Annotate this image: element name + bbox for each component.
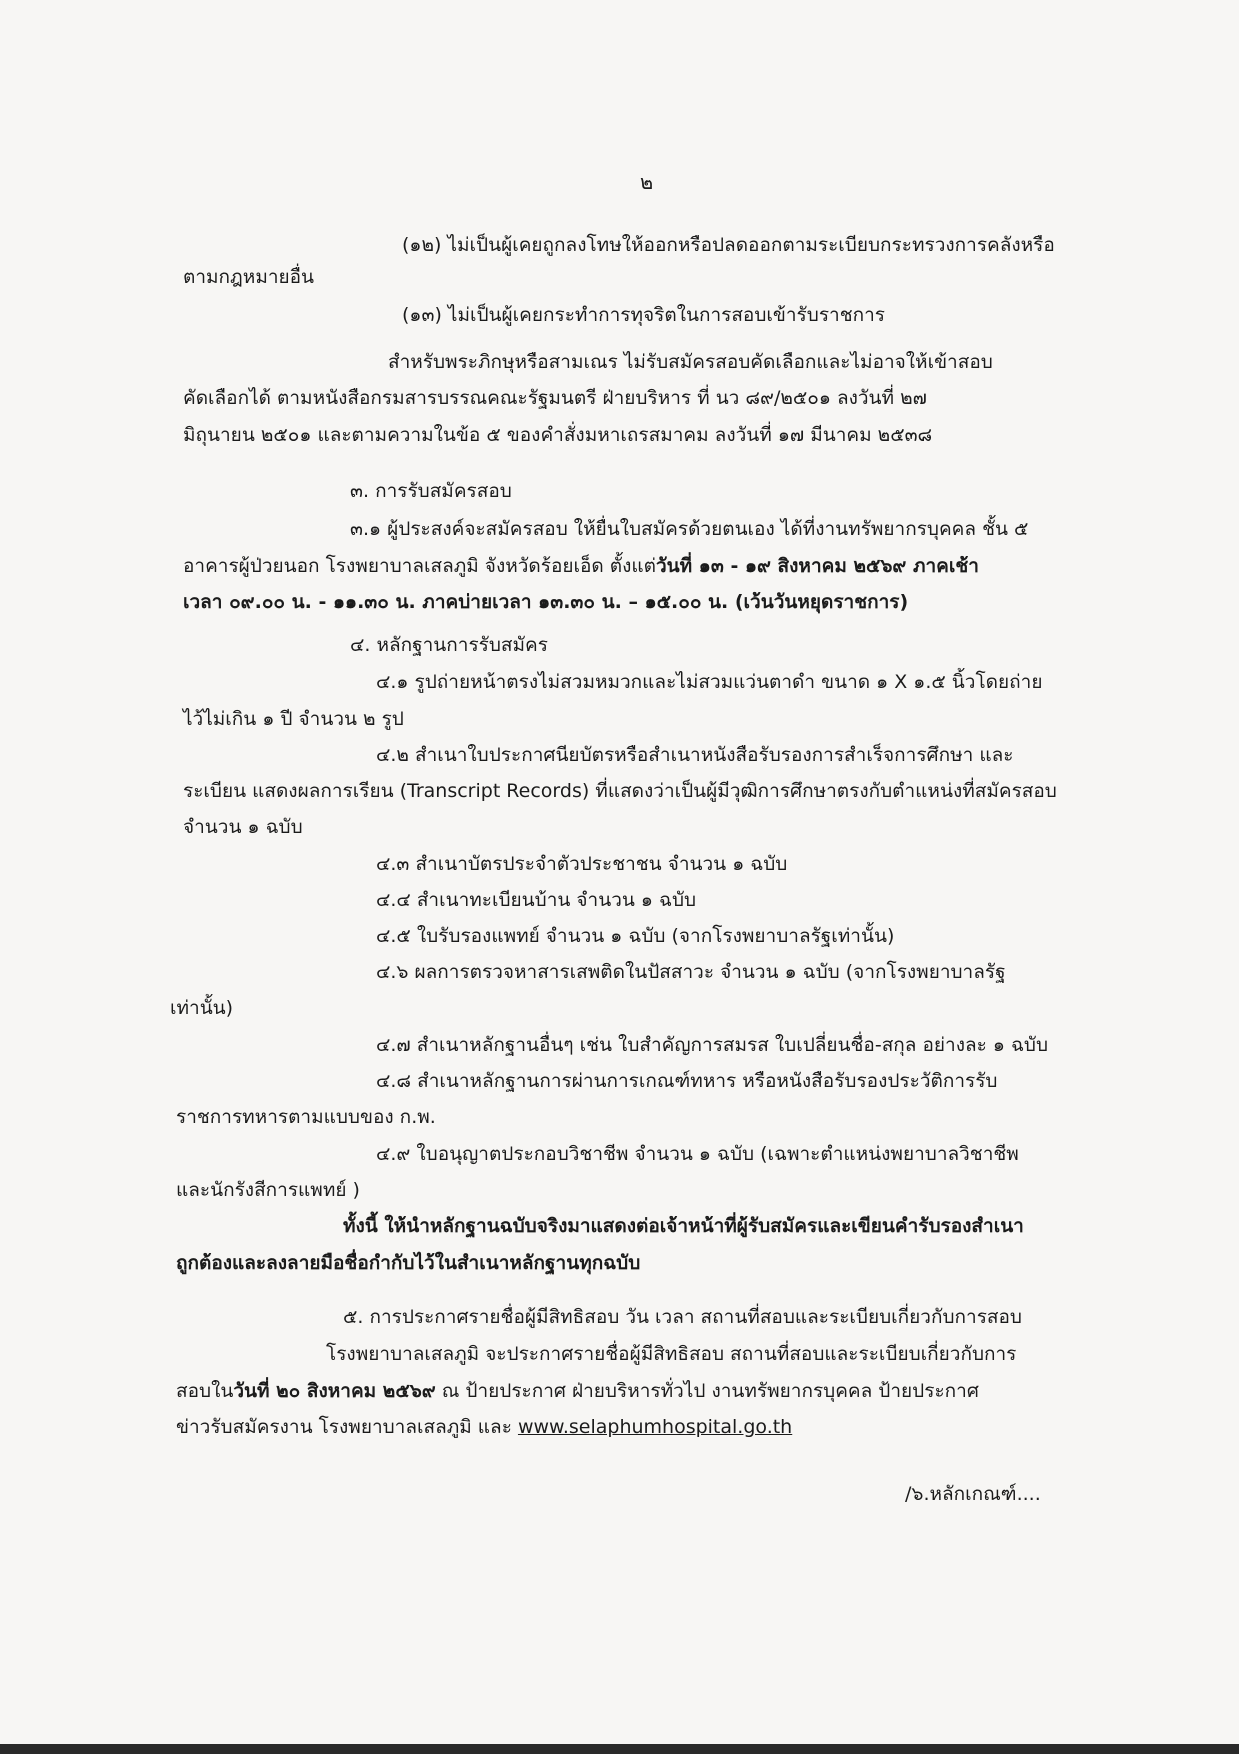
section-5-heading: ๕. การประกาศรายชื่อผู้มีสิทธิสอบ วัน เวลา สถานที่สอบและระเบียบเกี่ยวกับการสอบ [343,1306,1022,1328]
item-4-6-line-2: เท่านั้น) [170,997,234,1019]
item-4-8-line-1: ๔.๘ สำเนาหลักฐานการผ่านการเกณฑ์ทหาร หรือหนังสือรับรองประวัติการรับ [376,1070,998,1092]
section-5-line-3 [176,1415,792,1439]
application-dates: วันที่ ๑๓ - ๑๙ สิงหาคม ๒๕๖๙ ภาคเช้า [656,555,979,577]
section-5-line-2-c: ณ ป้ายประกาศ ฝ่ายบริหารทั่วไป งานทรัพยากรบุคคล ป้ายประกาศ [435,1380,979,1402]
item-4-9-line-2: และนักรังสีการแพทย์ ) [176,1179,360,1201]
section-3-heading: ๓. การรับสมัครสอบ [350,480,512,502]
page-number: ๒ [640,170,654,194]
section-3-1-line-2-normal: อาคารผู้ป่วยนอก โรงพยาบาลเสลภูมิ จังหวัดร้อยเอ็ด ตั้งแต่ [183,555,656,577]
section-5-line-1: โรงพยาบาลเสลภูมิ จะประกาศรายชื่อผู้มีสิทธิสอบ สถานที่สอบและระเบียบเกี่ยวกับการ [326,1343,1017,1365]
item-4-1-line-1: ๔.๑ รูปถ่ายหน้าตรงไม่สวมหมวกและไม่สวมแว่นตาดำ ขนาด ๑ X ๑.๕ นิ้วโดยถ่าย [376,671,1043,693]
item-4-6-line-1: ๔.๖ ผลการตรวจหาสารเสพติดในปัสสาวะ จำนวน ๑ ฉบับ (จากโรงพยาบาลรัฐ [376,961,1006,983]
item-4-4: ๔.๔ สำเนาทะเบียนบ้าน จำนวน ๑ ฉบับ [376,889,697,911]
section-4-heading: ๔. หลักฐานการรับสมัคร [350,634,548,656]
monk-note-line-3: มิถุนายน ๒๕๐๑ และตามความในข้อ ๕ ของคำสั่งมหาเถรสมาคม ลงวันที่ ๑๗ มีนาคม ๒๕๓๘ [183,424,933,446]
original-documents-note-line-2: ถูกต้องและลงลายมือชื่อกำกับไว้ในสำเนาหลักฐานทุกฉบับ [176,1252,641,1274]
monk-note-line-1: สำหรับพระภิกษุหรือสามเณร ไม่รับสมัครสอบคัดเลือกและไม่อาจให้เข้าสอบ [388,351,993,373]
section-3-1-line-1: ๓.๑ ผู้ประสงค์จะสมัครสอบ ให้ยื่นใบสมัครด้วยตนเอง ได้ที่งานทรัพยากรบุคคล ชั้น ๕ [350,518,1029,540]
scan-bottom-edge [0,1744,1239,1754]
announcement-date: วันที่ ๒๐ สิงหาคม ๒๕๖๙ [233,1380,436,1402]
section-5-line-3-text: ข่าวรับสมัครงาน โรงพยาบาลเสลภูมิ และ [176,1416,518,1438]
continuation-marker: /๖.หลักเกณฑ์.... [905,1483,1041,1505]
item-4-3: ๔.๓ สำเนาบัตรประจำตัวประชาชน จำนวน ๑ ฉบับ [376,853,788,875]
item-4-5: ๔.๕ ใบรับรองแพทย์ จำนวน ๑ ฉบับ (จากโรงพยาบาลรัฐเท่านั้น) [376,925,895,947]
item-4-2-line-2: ระเบียน แสดงผลการเรียน (Transcript Records) ที่แสดงว่าเป็นผู้มีวุฒิการศึกษาตรงกับตำแหน่งที่สมัครสอบ [183,780,1057,802]
application-hours: เวลา ๐๙.๐๐ น. - ๑๑.๓๐ น. ภาคบ่ายเวลา ๑๓.๓๐ น. – ๑๕.๐๐ น. (เว้นวันหยุดราชการ) [183,591,909,613]
item-4-2-line-3: จำนวน ๑ ฉบับ [183,816,303,838]
item-4-9-line-1: ๔.๙ ใบอนุญาตประกอบวิชาชีพ จำนวน ๑ ฉบับ (เฉพาะตำแหน่งพยาบาลวิชาชีพ [376,1143,1019,1165]
original-documents-note-line-1: ทั้งนี้ ให้นำหลักฐานฉบับจริงมาแสดงต่อเจ้าหน้าที่ผู้รับสมัครและเขียนคำรับรองสำเนา [343,1215,1024,1237]
section-5-line-2-a: สอบใน [176,1380,234,1402]
item-4-1-line-2: ไว้ไม่เกิน ๑ ปี จำนวน ๒ รูป [183,708,404,730]
item-12-line-1: (๑๒) ไม่เป็นผู้เคยถูกลงโทษให้ออกหรือปลดออกตามระเบียบกระทรวงการคลังหรือ [402,234,1055,256]
item-13: (๑๓) ไม่เป็นผู้เคยกระทำการทุจริตในการสอบเข้ารับราชการ [402,304,885,326]
section-3-1-line-2 [183,554,979,578]
item-12-line-2: ตามกฎหมายอื่น [183,266,315,288]
hospital-website-link[interactable]: www.selaphumhospital.go.th [517,1416,793,1438]
item-4-2-line-1: ๔.๒ สำเนาใบประกาศนียบัตรหรือสำเนาหนังสือรับรองการสำเร็จการศึกษา และ [376,744,1014,766]
monk-note-line-2: คัดเลือกได้ ตามหนังสือกรมสารบรรณคณะรัฐมนตรี ฝ่ายบริหาร ที่ นว ๘๙/๒๕๐๑ ลงวันที่ ๒๗ [183,387,927,409]
item-4-8-line-2: ราชการทหารตามแบบของ ก.พ. [176,1106,436,1128]
item-4-7: ๔.๗ สำเนาหลักฐานอื่นๆ เช่น ใบสำคัญการสมรส ใบเปลี่ยนชื่อ-สกุล อย่างละ ๑ ฉบับ [376,1034,1049,1056]
section-5-line-2 [176,1379,979,1403]
